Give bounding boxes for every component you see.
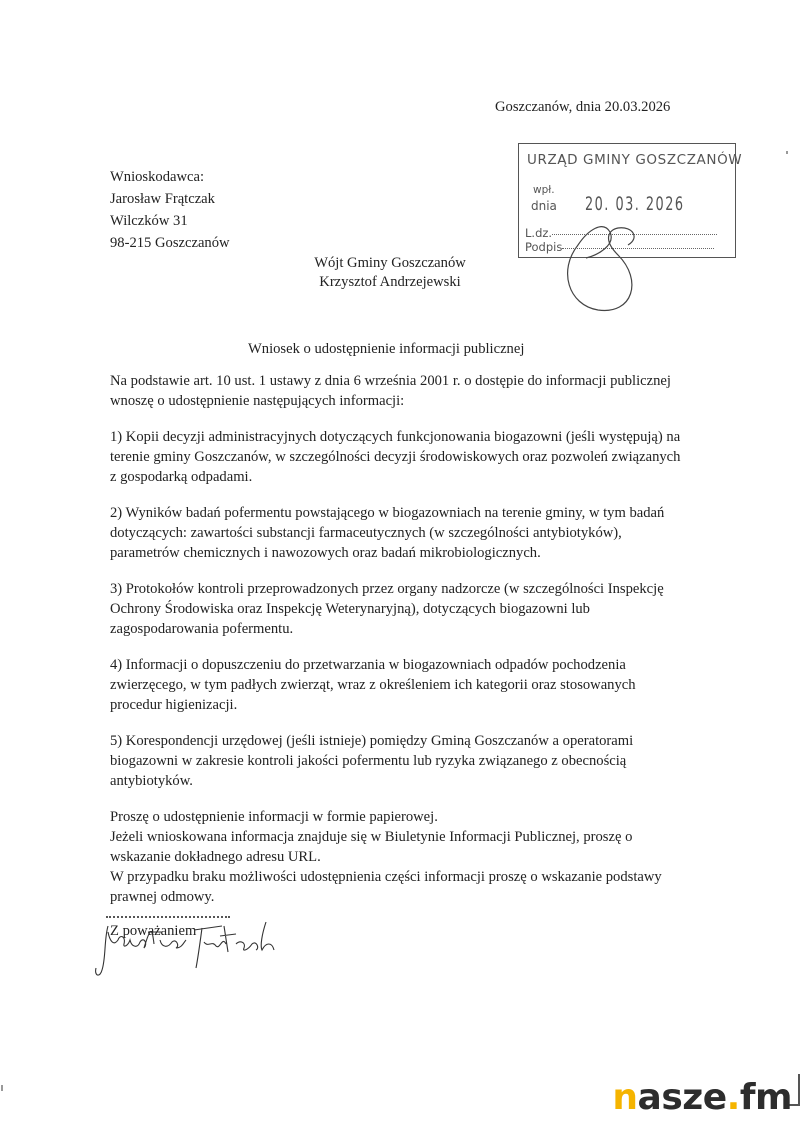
closing-line: W przypadku braku możliwości udostępnienia części informacji proszę o wskazanie podstawy prawnej odmowy. xyxy=(110,869,662,905)
applicant-postal-city: 98-215 Goszczanów xyxy=(110,235,230,251)
request-item: 4) Informacji o dopuszczeniu do przetwarzania w biogazowniach odpadów pochodzenia zwierzęcego, w tym padłych zwierząt, wraz z określeniem ich kategorii oraz stosowanych procedur higienizacji. xyxy=(110,657,636,713)
intro-paragraph: Na podstawie art. 10 ust. 1 ustawy z dnia 6 września 2001 r. o dostępie do informacji publicznej wnoszę o udostępnienie następujących informacji: xyxy=(110,373,671,409)
logo-text: asze xyxy=(637,1077,727,1118)
stamp-initials-scribble-icon xyxy=(548,210,658,320)
applicant-label: Wnioskodawca: xyxy=(110,169,205,185)
document-title: Wniosek o udostępnienie informacji publicznej xyxy=(248,341,525,357)
applicant-street: Wilczków 31 xyxy=(110,213,188,229)
scan-speck xyxy=(786,151,788,154)
stamp-date: 20. 03. 2026 xyxy=(585,193,685,215)
stamp-date-label: dnia xyxy=(531,199,557,213)
stamp-received-label: wpł. xyxy=(533,184,555,196)
request-item: 5) Korespondencji urzędowej (jeśli istnieje) pomiędzy Gminą Goszczanów a operatorami biogazowni w zakresie kontroli jakości pofermentu lub ryzyka związanego z obecnością antybiotyków. xyxy=(110,733,634,789)
document-body xyxy=(110,371,690,957)
closing-block xyxy=(110,807,690,907)
closing-line: Proszę o udostępnienie informacji w formie papierowej. xyxy=(110,809,438,825)
recipient-block xyxy=(310,254,470,292)
closing-line: Jeżeli wnioskowana informacja znajduje się w Biuletynie Informacji Publicznej, proszę o wskazanie dokładnego adresu URL. xyxy=(110,829,633,865)
regards: Z poważaniem xyxy=(110,923,197,939)
recipient-name: Krzysztof Andrzejewski xyxy=(319,274,461,290)
request-item: 2) Wyników badań pofermentu powstającego w biogazowniach na terenie gminy, w tym badań dotyczących: zawartości substancji farmaceutycznych (w szczególności antybiotyków), parametrów chemicznych i nawozowych oraz badań mikrobiologicznych. xyxy=(110,505,665,561)
stamp-sign-label: Podpis xyxy=(525,240,563,254)
applicant-name: Jarosław Frątczak xyxy=(110,191,215,207)
stamp-title: URZĄD GMINY GOSZCZANÓW xyxy=(527,152,743,168)
applicant-block xyxy=(110,166,230,254)
stamp-ref-label: L.dz. xyxy=(525,226,553,240)
request-item: 3) Protokołów kontroli przeprowadzonych przez organy nadzorcze (w szczególności Inspekcję Ochrony Środowiska oraz Inspekcję Weterynaryjną), dotyczących biogazowni lub zagospodarowania pofermentu. xyxy=(110,581,664,637)
handwritten-signature-icon xyxy=(90,918,290,988)
logo-fm: fm xyxy=(739,1077,792,1118)
logo-letter-n: n xyxy=(612,1077,638,1118)
recipient-office: Wójt Gminy Goszczanów xyxy=(314,255,466,271)
logo-dot: . xyxy=(726,1077,740,1118)
place-date: Goszczanów, dnia 20.03.2026 xyxy=(495,99,671,115)
scan-speck xyxy=(1,1085,3,1091)
nasze-fm-logo xyxy=(612,1077,792,1118)
request-item: 1) Kopii decyzji administracyjnych dotyczących funkcjonowania biogazowni (jeśli występują) na terenie gminy Goszczanów, w szczególności decyzji środowiskowych oraz pozwoleń związanych z gospodarką odpadami. xyxy=(110,429,681,485)
